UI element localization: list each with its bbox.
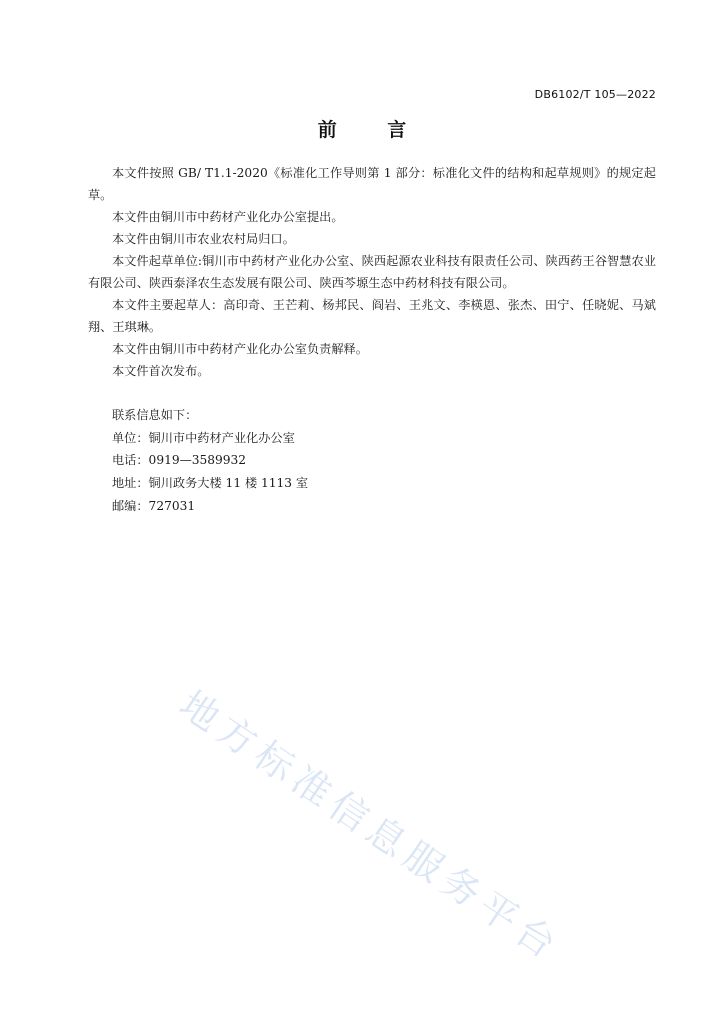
page-title: 前 言 [317,119,429,141]
paragraph-drafting-units: 本文件起草单位:铜川市中药材产业化办公室、陕西起源农业科技有限责任公司、陕西药王谷智慧农业有限公司、陕西泰泽农生态发展有限公司、陕西芩塬生态中药材科技有限公司。 [88,254,656,290]
contact-phone: 电话：0919—3589932 [112,453,247,468]
paragraph-first-release: 本文件首次发布。 [112,364,210,378]
contact-address: 地址：铜川政务大楼 11 楼 1113 室 [112,476,309,491]
paragraph-centralized-by: 本文件由铜川市农业农村局归口。 [112,232,295,246]
contact-unit: 单位：铜川市中药材产业化办公室 [112,430,295,445]
paragraph-drafters: 本文件主要起草人：高印奇、王芒莉、杨邦民、阎岩、王兆文、李楧恩、张杰、田宁、任晓妮、马斌翔、王琪琳。 [88,298,656,334]
contact-heading: 联系信息如下： [112,408,198,422]
document-code: DB6102/T 105—2022 [534,88,656,101]
contact-postcode: 邮编：727031 [112,498,196,513]
paragraph-interpretation: 本文件由铜川市中药材产业化办公室负责解释。 [112,342,368,356]
paragraph-proposer: 本文件由铜川市中药材产业化办公室提出。 [112,210,344,224]
contact-info [112,404,308,518]
watermark: 地方标准信息服务平台 [171,682,570,971]
foreword-body [88,162,656,382]
paragraph-standard-basis: 本文件按照 GB/ T1.1-2020《标准化工作导则第 1 部分：标准化文件的结构和起草规则》的规定起草。 [88,166,656,202]
